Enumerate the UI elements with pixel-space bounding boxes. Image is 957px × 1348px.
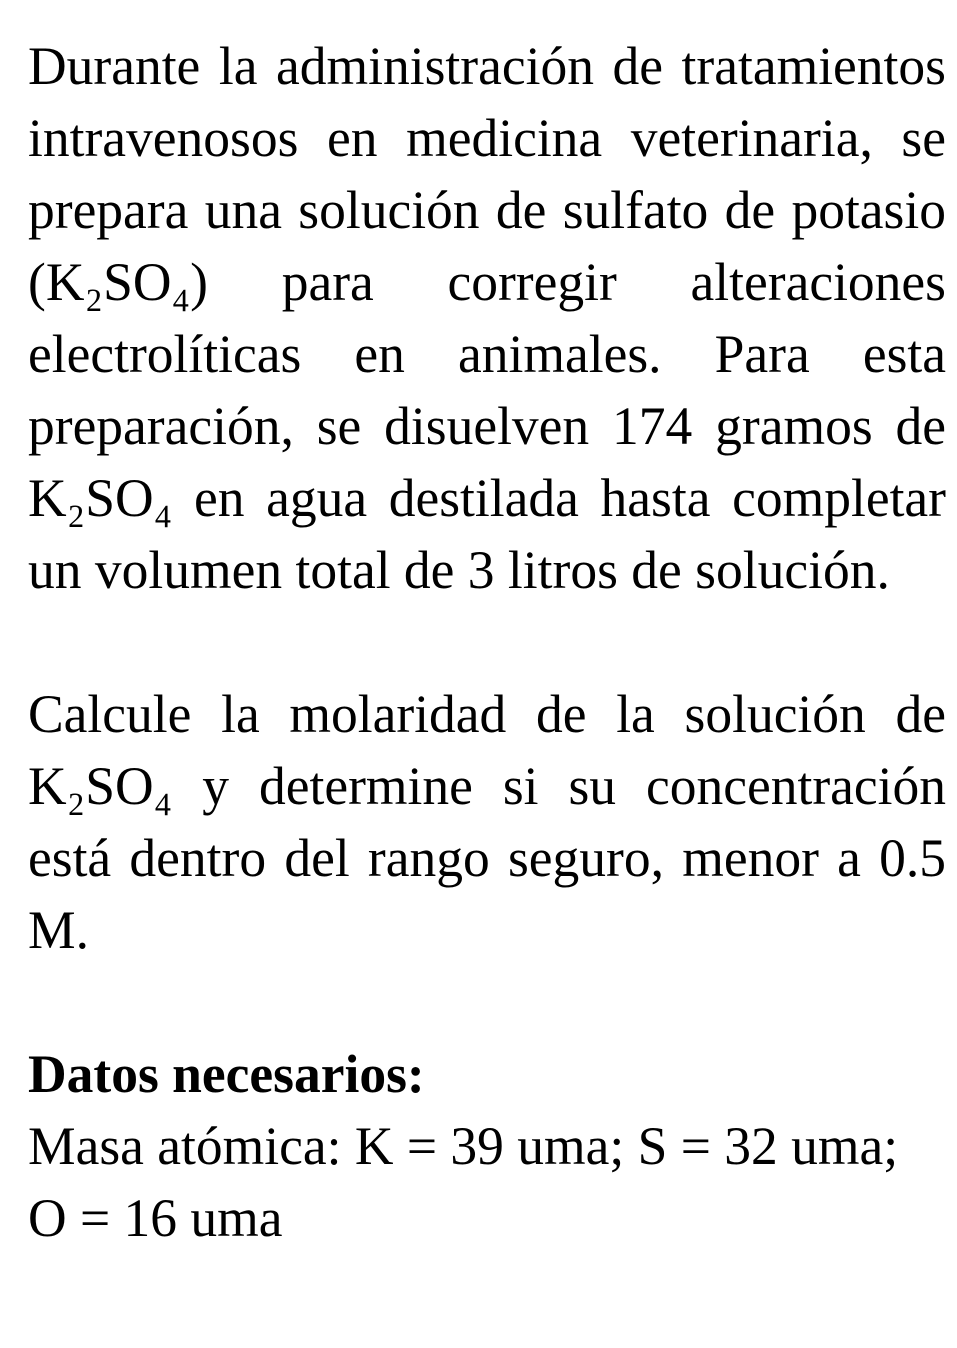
data-heading: Datos necesarios: xyxy=(28,1044,425,1104)
document-page xyxy=(28,30,946,1254)
question-paragraph: Calcule la molaridad de la solución de K₂SO₄ y determine si su concentración está dentro del rango seguro, menor a 0.5 M. xyxy=(28,684,946,960)
atomic-mass-data: Masa atómica: K = 39 uma; S = 32 uma; O = 16 uma xyxy=(28,1116,899,1248)
problem-statement-paragraph: Durante la administración de tratamientos intravenosos en medicina veterinaria, se prepara una solución de sulfato de potasio (K₂SO₄) para corregir alteraciones electrolíticas en animales. Para esta preparación, se disuelven 174 gramos de K₂SO₄ en agua destilada hasta completar un volumen total de 3 litros de solución. xyxy=(28,36,946,600)
